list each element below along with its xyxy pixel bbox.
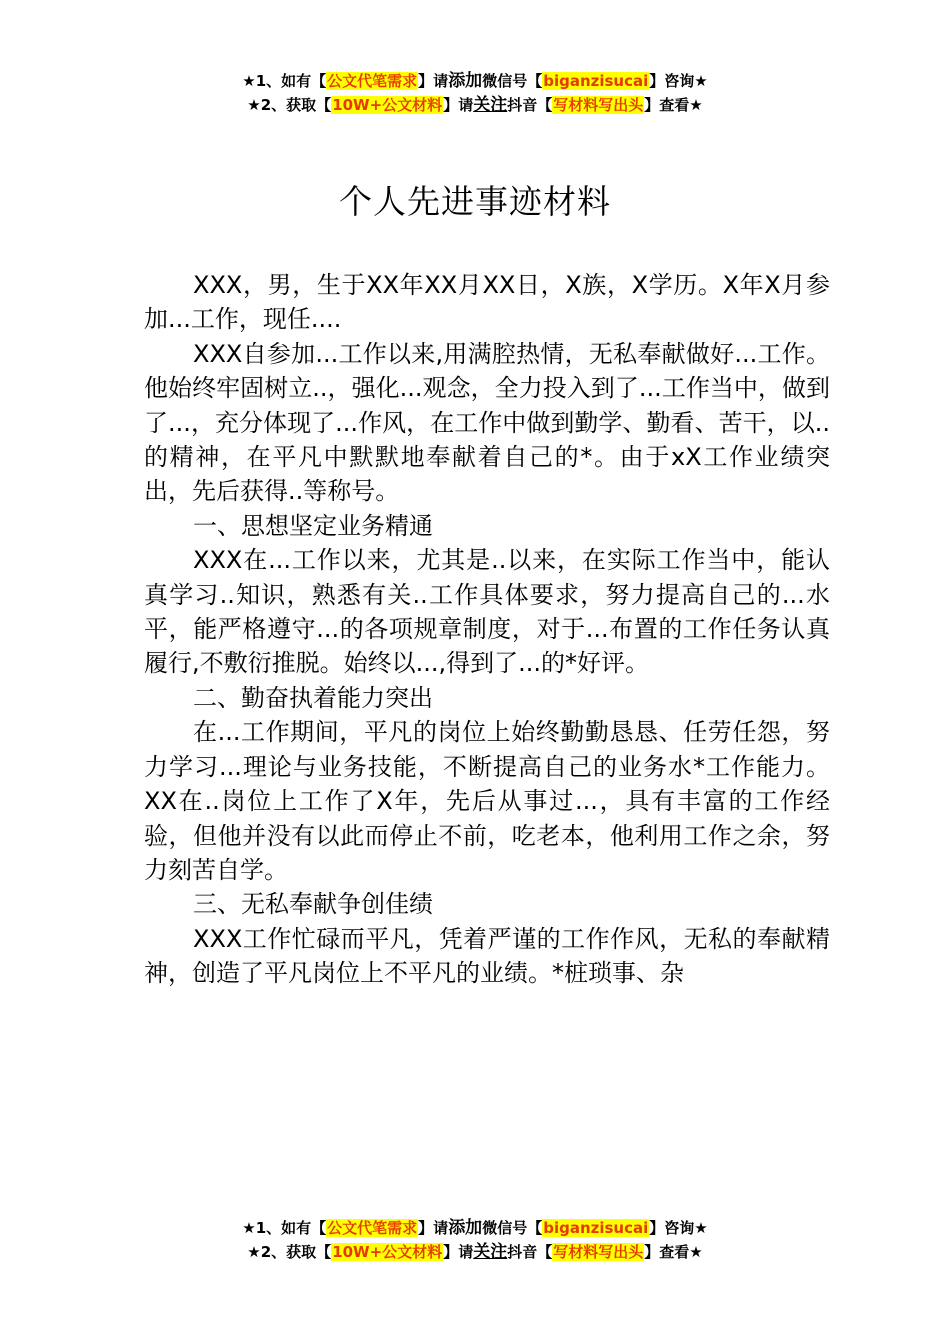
promo-highlight: 公文代笔需求 — [327, 1219, 418, 1237]
promo-highlight: 10W+公文材料 — [332, 96, 443, 114]
promo-text: 】请 — [443, 96, 474, 114]
promo-highlight: 10W+公文材料 — [332, 1243, 443, 1261]
promo-emphasis: 关注 — [473, 1242, 508, 1262]
promo-line-2 — [0, 93, 950, 117]
promo-wechat-id: biganzisucai — [543, 72, 649, 90]
promo-emphasis: 关注 — [473, 95, 508, 115]
paragraph-section-1: XXX在...工作以来，尤其是..以来，在实际工作当中，能认真学习..知识，熟悉有关..工作具体要求，努力提高自己的...水平，能严格遵守...的各项规章制度，对于...布置的工作任务认真履行,不敷衍推脱。始终以...,得到了...的*好评。 — [144, 546, 830, 678]
document-body — [144, 268, 830, 991]
promo-text: 微信号【 — [482, 72, 543, 90]
document-title: 个人先进事迹材料 — [339, 182, 611, 221]
promo-text: 】查看★ — [644, 96, 703, 114]
promo-text: 微信号【 — [482, 1219, 543, 1237]
promo-wechat-id: biganzisucai — [543, 1219, 649, 1237]
promo-text: 】请 — [443, 1243, 474, 1261]
promo-line-1 — [0, 1216, 950, 1240]
promo-text: 抖音【 — [507, 96, 553, 114]
promo-douyin-id: 写材料写出头 — [553, 1243, 644, 1261]
paragraph-intro: XXX，男，生于XX年XX月XX日，X族，X学历。X年X月参加...工作，现任.... — [144, 271, 830, 334]
promo-emphasis: 添加 — [448, 71, 483, 91]
section-heading-3: 三、无私奉献争创佳绩 — [193, 890, 433, 919]
promo-text: 】咨询★ — [649, 1219, 708, 1237]
section-heading-2: 二、勤奋执着能力突出 — [193, 683, 433, 712]
paragraph-section-2: 在...工作期间，平凡的岗位上始终勤勤恳恳、任劳任怨，努力学习...理论与业务技能，不断提高自己的业务水*工作能力。XX在..岗位上工作了X年，先后从事过...，具有丰富的工作经验，但他并没有以此而停止不前，吃老本，他利用工作之余，努力刻苦自学。 — [144, 718, 830, 884]
promo-highlight: 公文代笔需求 — [327, 72, 418, 90]
paragraph-section-3: XXX工作忙碌而平凡，凭着严谨的工作作风，无私的奉献精神，创造了平凡岗位上不平凡的业绩。*桩琐事、杂 — [144, 924, 830, 988]
promo-text: ★1、如有【 — [242, 1219, 327, 1237]
promo-emphasis: 添加 — [448, 1218, 483, 1238]
promo-douyin-id: 写材料写出头 — [553, 96, 644, 114]
section-heading-1: 一、思想坚定业务精通 — [193, 511, 433, 540]
promo-line-1 — [0, 69, 950, 93]
paragraph-summary: XXX自参加...工作以来,用满腔热情，无私奉献做好...工作。他始终牢固树立..，强化...观念，全力投入到了...工作当中，做到了...，充分体现了...作风，在工作中做到勤学、勤看、苦干，以..的精神，在平凡中默默地奉献着自己的*。由于xX工作业绩突出，先后获得..等称号。 — [144, 339, 830, 506]
promo-text: 】请 — [418, 1219, 449, 1237]
promo-text: ★2、获取【 — [247, 96, 332, 114]
promo-text: ★2、获取【 — [247, 1243, 332, 1261]
promo-line-2 — [0, 1240, 950, 1264]
top-promo-banner — [0, 69, 950, 117]
promo-text: 】查看★ — [644, 1243, 703, 1261]
promo-text: 抖音【 — [507, 1243, 553, 1261]
promo-text: 】咨询★ — [649, 72, 708, 90]
promo-text: ★1、如有【 — [242, 72, 327, 90]
bottom-promo-banner — [0, 1216, 950, 1264]
promo-text: 】请 — [418, 72, 449, 90]
